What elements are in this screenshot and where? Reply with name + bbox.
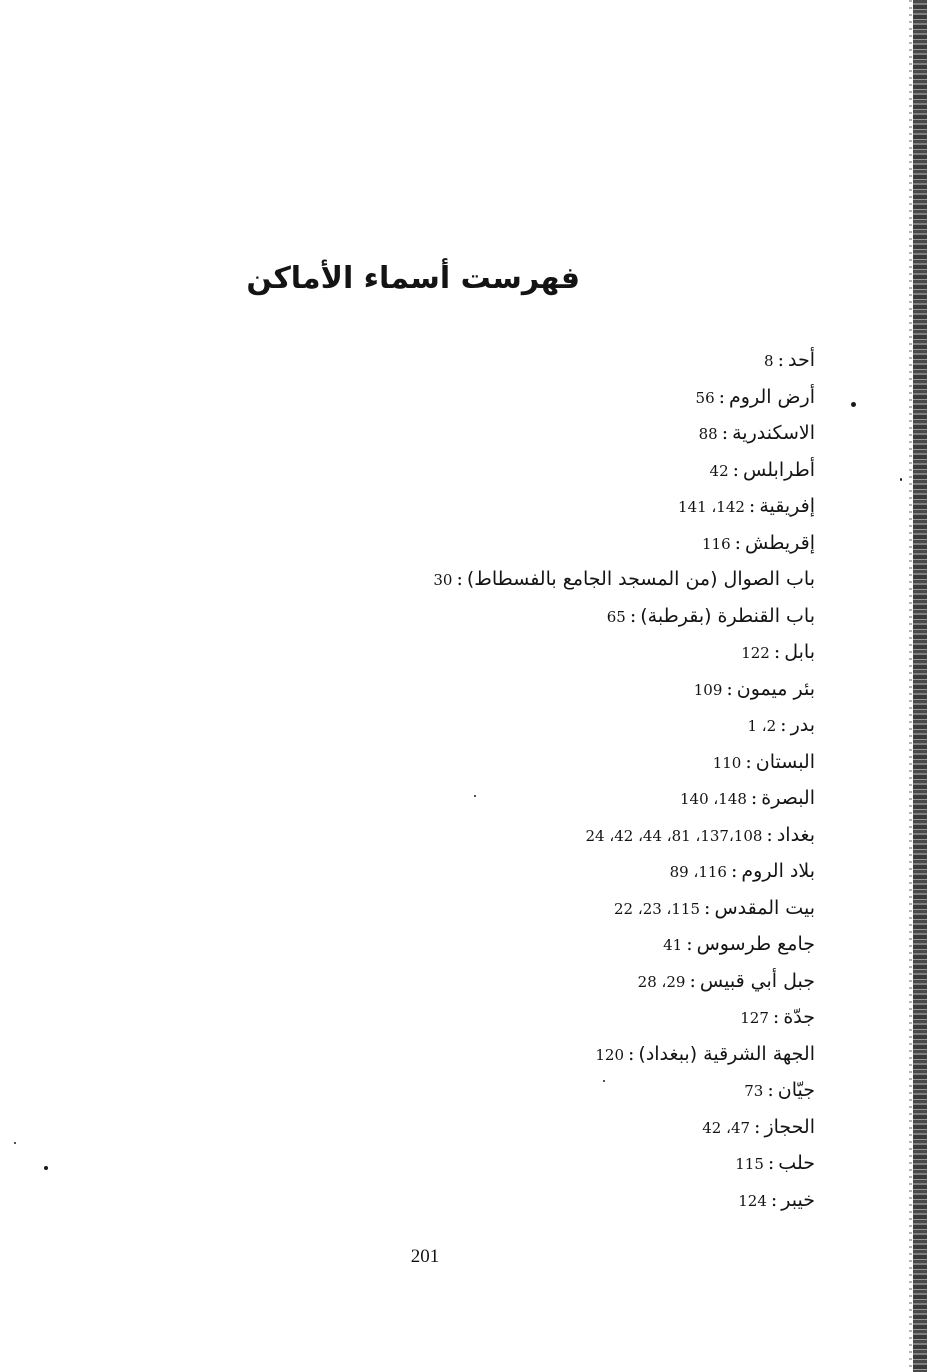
- place-name: أرض الروم: [729, 385, 815, 408]
- entry-separator: :: [745, 750, 752, 773]
- entry-separator: :: [721, 422, 729, 444]
- page-refs: 116: [702, 534, 731, 553]
- entry-separator: :: [754, 1115, 761, 1138]
- index-entry: [345, 817, 815, 854]
- index-entry: [345, 963, 815, 1000]
- entry-separator: :: [628, 1042, 635, 1065]
- entry-separator: :: [777, 349, 784, 371]
- index-entry: [345, 525, 815, 562]
- index-entry: [345, 561, 815, 598]
- page-refs: 137،108، 81، 44، 42، 24: [585, 826, 763, 845]
- scan-speck: [474, 795, 476, 797]
- entry-separator: :: [726, 677, 733, 700]
- entry-separator: :: [730, 860, 738, 882]
- place-index-list: [345, 342, 815, 1218]
- index-entry: [345, 671, 815, 708]
- place-name: جبل أبي قبيس: [699, 969, 815, 992]
- entry-separator: :: [772, 1006, 780, 1028]
- place-name: أطرابلس: [743, 458, 815, 481]
- entry-separator: :: [780, 714, 787, 736]
- index-title: فهرست أسماء الأماكن: [246, 261, 580, 297]
- place-name: جدّة: [783, 1006, 815, 1028]
- page-refs: 47، 42: [702, 1118, 751, 1137]
- scan-speck: [603, 1080, 605, 1082]
- page-refs: 8: [764, 352, 774, 370]
- index-entry: [345, 999, 815, 1036]
- entry-separator: :: [767, 1079, 774, 1101]
- place-name: الاسكندرية: [732, 422, 815, 444]
- entry-separator: :: [766, 823, 773, 846]
- page-refs: 65: [606, 607, 626, 626]
- index-entry: [345, 379, 815, 416]
- page-refs: 109: [693, 680, 723, 699]
- index-entry: [345, 598, 815, 635]
- entry-separator: :: [689, 969, 696, 992]
- place-name: البصرة: [761, 787, 815, 809]
- place-name: بئر ميمون: [736, 677, 815, 700]
- place-name: خيبر: [781, 1188, 815, 1211]
- page-refs: 115: [735, 1155, 764, 1173]
- place-name: بغداد: [776, 823, 815, 846]
- page-refs: 122: [741, 644, 770, 662]
- scan-speck: [14, 1142, 16, 1144]
- index-entry: [345, 926, 815, 963]
- place-name: باب الصوال (من المسجد الجامع بالفسطاط): [466, 568, 815, 590]
- place-name: أحد: [788, 349, 815, 371]
- index-entry: [345, 634, 815, 671]
- entry-separator: :: [750, 787, 758, 809]
- index-entry: [345, 415, 815, 452]
- entry-separator: :: [629, 604, 637, 627]
- page-refs: 30: [433, 571, 453, 589]
- entry-separator: :: [748, 495, 756, 517]
- binding-edge: [913, 0, 927, 1372]
- page-refs: 120: [595, 1045, 624, 1064]
- index-entry: [345, 342, 815, 379]
- page-refs: 41: [663, 936, 683, 954]
- index-entry: [345, 1109, 815, 1146]
- place-name: حلب: [778, 1152, 815, 1174]
- place-name: الحجاز: [764, 1115, 815, 1138]
- entry-separator: :: [456, 568, 463, 590]
- place-name: إفريقية: [759, 495, 815, 517]
- place-name: بابل: [784, 641, 815, 663]
- entry-separator: :: [734, 531, 742, 554]
- index-entry: [345, 890, 815, 927]
- index-entry: [345, 853, 815, 890]
- page-refs: 42: [709, 461, 729, 480]
- index-entry: [345, 744, 815, 781]
- page-number: 201: [410, 1246, 440, 1267]
- entry-separator: :: [686, 933, 693, 955]
- entry-separator: :: [718, 385, 726, 408]
- place-name: بلاد الروم: [741, 860, 815, 882]
- scan-speck: [900, 478, 902, 481]
- page-refs: 29، 28: [637, 972, 686, 991]
- place-name: الجهة الشرقية (ببغداد): [638, 1042, 815, 1065]
- entry-separator: :: [767, 1152, 775, 1174]
- place-name: البستان: [755, 750, 815, 773]
- place-name: بدر: [790, 714, 815, 736]
- index-entry: [345, 1182, 815, 1219]
- entry-separator: :: [732, 458, 740, 481]
- page-refs: 127: [740, 1009, 769, 1027]
- index-entry: [345, 488, 815, 525]
- page-refs: 56: [695, 388, 715, 407]
- scan-speck: [44, 1166, 48, 1170]
- page-refs: 115، 23، 22: [613, 899, 701, 918]
- page-refs: 116، 89: [669, 863, 727, 881]
- entry-separator: :: [773, 641, 781, 663]
- place-name: بيت المقدس: [714, 896, 815, 919]
- entry-separator: :: [704, 896, 711, 919]
- page-refs: 110: [712, 753, 742, 772]
- page-refs: 148، 140: [679, 790, 747, 808]
- index-entry: [345, 780, 815, 817]
- index-entry: [345, 1036, 815, 1073]
- place-name: جامع طرسوس: [696, 933, 815, 955]
- page-refs: 2، 1: [747, 717, 777, 735]
- index-entry: [345, 452, 815, 489]
- page-refs: 73: [744, 1082, 764, 1100]
- index-entry: [345, 707, 815, 744]
- page-refs: 88: [698, 425, 718, 443]
- place-name: إقريطش: [745, 531, 815, 554]
- index-entry: [345, 1072, 815, 1109]
- place-name: باب القنطرة (بقرطبة): [640, 604, 815, 627]
- page-refs: 142، 141: [678, 498, 745, 516]
- scan-speck: [851, 402, 856, 407]
- entry-separator: :: [770, 1188, 778, 1211]
- index-entry: [345, 1145, 815, 1182]
- page-refs: 124: [738, 1191, 767, 1210]
- place-name: جيّان: [777, 1079, 815, 1101]
